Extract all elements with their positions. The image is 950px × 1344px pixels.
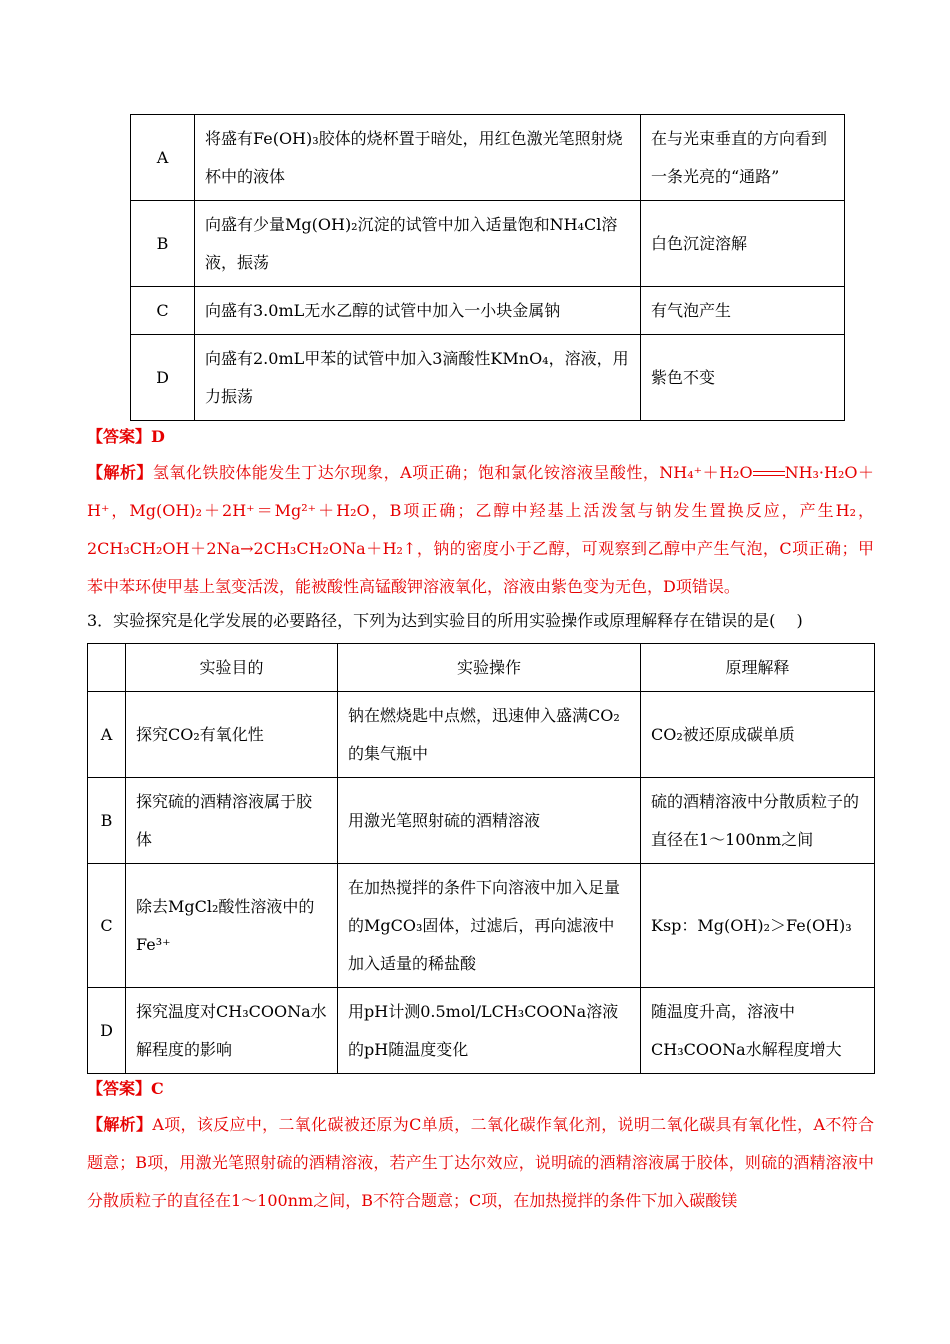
header-operation: 实验操作 — [338, 644, 641, 692]
table-row — [131, 287, 845, 335]
analysis-tag: 【解析】 — [87, 463, 153, 482]
operation-cell: 将盛有Fe(OH)₃胶体的烧杯置于暗处，用红色激光笔照射烧杯中的液体 — [195, 115, 641, 201]
goal-cell: 除去MgCl₂酸性溶液中的Fe³⁺ — [126, 864, 338, 988]
result-cell: 紫色不变 — [641, 335, 845, 421]
experiment-table-q2 — [130, 114, 845, 421]
operation-cell: 钠在燃烧匙中点燃，迅速伸入盛满CO₂的集气瓶中 — [338, 692, 641, 778]
goal-cell: 探究温度对CH₃COONa水解程度的影响 — [126, 988, 338, 1074]
row-label: C — [131, 287, 195, 335]
table-row — [88, 864, 875, 988]
analysis-text-part1: 氢氧化铁胶体能发生丁达尔现象，A项正确；饱和氯化铵溶液呈酸性，NH₄⁺＋H₂O — [152, 463, 753, 482]
operation-cell: 用pH计测0.5mol/LCH₃COONa溶液的pH随温度变化 — [338, 988, 641, 1074]
table-row — [88, 778, 875, 864]
row-label: C — [88, 864, 126, 988]
row-label: D — [131, 335, 195, 421]
analysis-paragraph — [87, 454, 874, 606]
table-row — [131, 201, 845, 287]
result-cell: 白色沉淀溶解 — [641, 201, 845, 287]
operation-cell: 在加热搅拌的条件下向溶液中加入足量的MgCO₃固体，过滤后，再向滤液中加入适量的稀盐酸 — [338, 864, 641, 988]
row-label: A — [131, 115, 195, 201]
experiment-table-q3 — [87, 643, 875, 1074]
table-row — [131, 115, 845, 201]
analysis-paragraph — [87, 1106, 874, 1220]
row-label: A — [88, 692, 126, 778]
analysis-text-part2: NH₃·H₂O＋H⁺，Mg(OH)₂＋2H⁺＝Mg²⁺＋H₂O，B项正确；乙醇中羟基上活泼氢与钠发生置换反应，产生H₂，2CH₃CH₂OH＋2Na→2CH₃CH₂ONa＋H₂↑，钠的密度小于乙醇，可观察到乙醇中产生气泡，C项正确；甲苯中苯环使甲基上氢变活泼，能被酸性高锰酸钾溶液氧化，溶液由紫色变为无色，D项错误。 — [87, 463, 874, 596]
reason-cell: Ksp：Mg(OH)₂＞Fe(OH)₃ — [641, 864, 875, 988]
result-cell: 在与光束垂直的方向看到一条光亮的“通路” — [641, 115, 845, 201]
row-label: B — [88, 778, 126, 864]
operation-cell: 向盛有少量Mg(OH)₂沉淀的试管中加入适量饱和NH₄Cl溶液，振荡 — [195, 201, 641, 287]
goal-cell: 探究CO₂有氧化性 — [126, 692, 338, 778]
reason-cell: 硫的酒精溶液中分散质粒子的直径在1～100nm之间 — [641, 778, 875, 864]
analysis-text: A项，该反应中，二氧化碳被还原为C单质，二氧化碳作氧化剂，说明二氧化碳具有氧化性，A不符合题意；B项，用激光笔照射硫的酒精溶液，若产生丁达尔效应，说明硫的酒精溶液属于胶体，则硫的酒精溶液中分散质粒子的直径在1～100nm之间，B不符合题意；C项，在加热搅拌的条件下加入碳酸镁 — [87, 1115, 874, 1210]
analysis-tag: 【解析】 — [87, 1115, 153, 1134]
row-label: D — [88, 988, 126, 1074]
operation-cell: 向盛有2.0mL甲苯的试管中加入3滴酸性KMnO₄，溶液，用力振荡 — [195, 335, 641, 421]
header-reason: 原理解释 — [641, 644, 875, 692]
answer-label: 【答案】C — [87, 1079, 164, 1098]
header-empty — [88, 644, 126, 692]
operation-cell: 用激光笔照射硫的酒精溶液 — [338, 778, 641, 864]
table-row — [88, 988, 875, 1074]
answer-label: 【答案】D — [87, 427, 165, 446]
reason-cell: CO₂被还原成碳单质 — [641, 692, 875, 778]
question-3: 3．实验探究是化学发展的必要路径，下列为达到实验目的所用实验操作或原理解释存在错误的是( ) — [87, 611, 803, 630]
result-cell: 有气泡产生 — [641, 287, 845, 335]
table-row — [88, 692, 875, 778]
equilibrium-arrow-icon — [753, 469, 785, 479]
table-header-row — [88, 644, 875, 692]
header-goal: 实验目的 — [126, 644, 338, 692]
row-label: B — [131, 201, 195, 287]
goal-cell: 探究硫的酒精溶液属于胶体 — [126, 778, 338, 864]
reason-cell: 随温度升高，溶液中CH₃COONa水解程度增大 — [641, 988, 875, 1074]
table-row — [131, 335, 845, 421]
operation-cell: 向盛有3.0mL无水乙醇的试管中加入一小块金属钠 — [195, 287, 641, 335]
